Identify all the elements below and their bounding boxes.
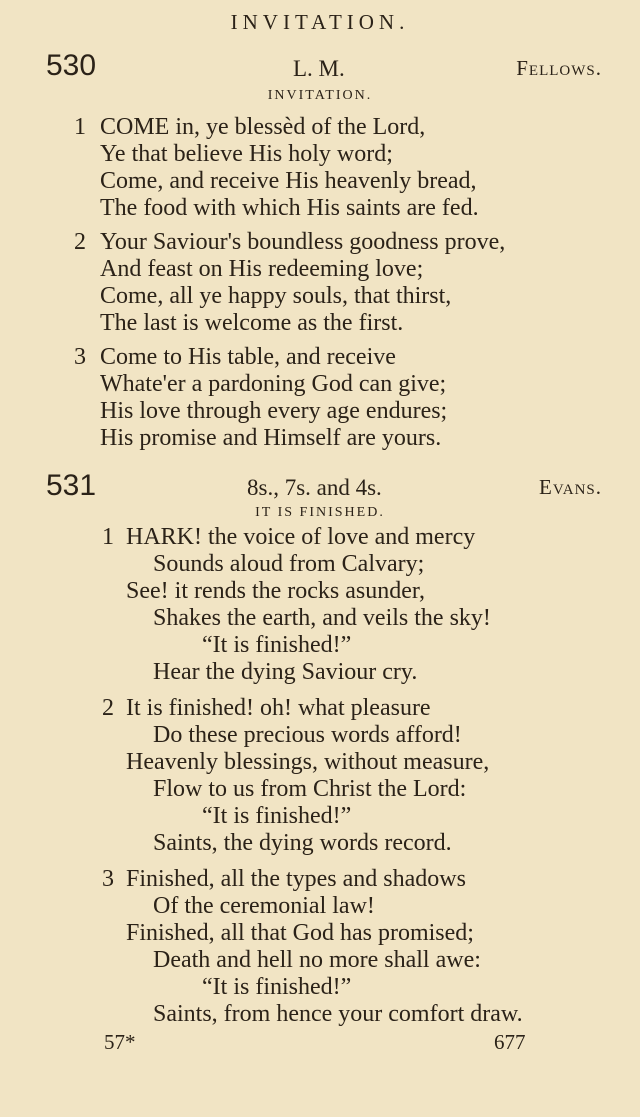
verse-line: Ye that believe His holy word; [100,141,393,167]
verse-line: It is finished! oh! what pleasure [126,695,431,721]
verse-line: Death and hell no more shall awe: [153,947,481,973]
verse-line: Whate'er a pardoning God can give; [100,371,447,397]
hymn-tune: Evans. [539,475,602,499]
verse-line: Of the ceremonial law! [153,893,375,919]
verse-line: Hear the dying Saviour cry. [153,659,418,685]
verse-line: “It is finished!” [202,974,352,1000]
signature-mark: 57* [104,1030,136,1054]
hymn-meter: L. M. [293,56,345,81]
verse-line: Come to His table, and receive [100,344,396,370]
verse-line: Do these precious words afford! [153,722,462,748]
verse-number: 2 [102,695,114,721]
hymn-subtitle: IT IS FINISHED. [255,505,385,520]
hymn-number: 530 [46,49,97,82]
verse-line: Finished, all that God has promised; [126,920,474,946]
running-head: INVITATION. [230,10,410,34]
verse-number: 1 [74,114,86,140]
page-number: 677 [494,1030,526,1054]
verse-line: “It is finished!” [202,632,352,658]
verse-line: Come, all ye happy souls, that thirst, [100,283,452,309]
verse-line: The food with which His saints are fed. [100,195,479,221]
hymn-meter: 8s., 7s. and 4s. [247,475,382,500]
verse-line: The last is welcome as the first. [100,310,404,336]
verse-line: His love through every age endures; [100,398,448,424]
hymn-tune: Fellows. [516,56,602,80]
verse-line: Saints, the dying words record. [153,830,452,856]
hymn-subtitle: INVITATION. [267,88,373,103]
verse-line: Heavenly blessings, without measure, [126,749,490,775]
verse-line: COME in, ye blessèd of the Lord, [100,114,426,140]
verse-line: Your Saviour's boundless goodness prove, [100,229,506,255]
verse-line: Sounds aloud from Calvary; [153,551,425,577]
verse-line: Finished, all the types and shadows [126,866,466,892]
verse-line: Come, and receive His heavenly bread, [100,168,477,194]
verse-line: “It is finished!” [202,803,352,829]
verse-number: 1 [102,524,114,550]
verse-line: Flow to us from Christ the Lord: [153,776,467,802]
verse-number: 2 [74,229,86,255]
verse-line: Saints, from hence your comfort draw. [153,1001,523,1027]
verse-line: See! it rends the rocks asunder, [126,578,425,604]
verse-line: His promise and Himself are yours. [100,425,442,451]
verse-number: 3 [74,344,86,370]
verse-line: Shakes the earth, and veils the sky! [153,605,491,631]
verse-line: HARK! the voice of love and mercy [126,524,476,550]
verse-line: And feast on His redeeming love; [100,256,424,282]
verse-number: 3 [102,866,114,892]
hymn-number: 531 [46,469,97,502]
